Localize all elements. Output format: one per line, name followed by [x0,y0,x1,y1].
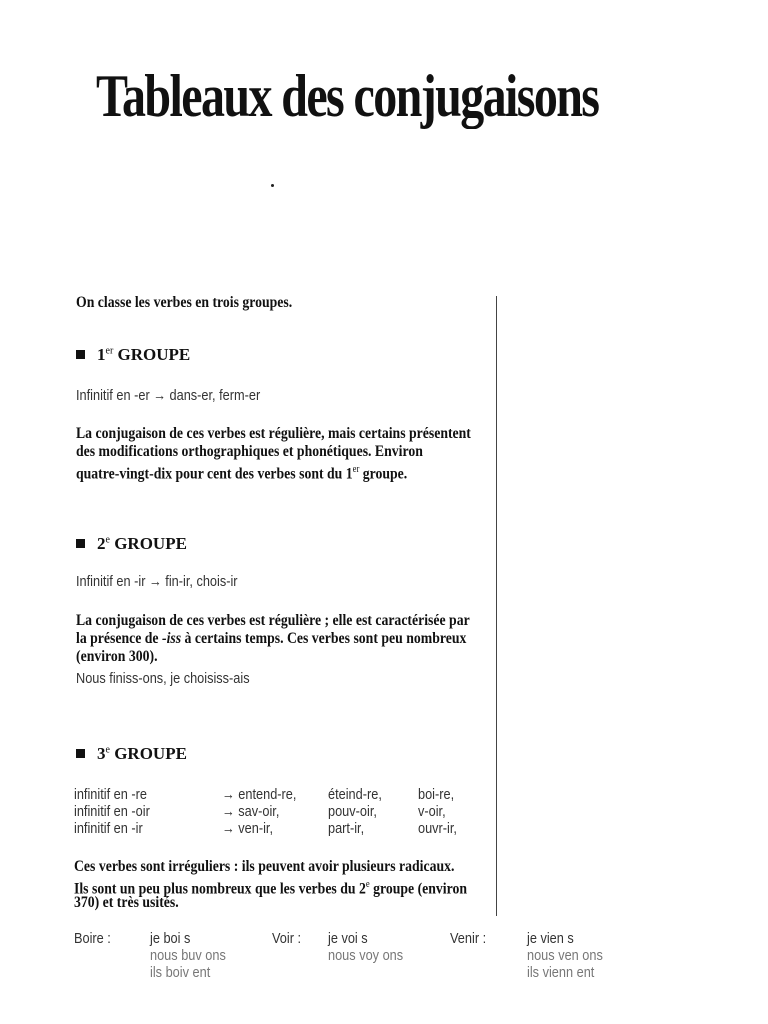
group3-row-3-ex1: → ven-ir, [222,820,274,837]
example-form: nous buv ons [150,947,226,964]
example-verb-voir: Voir : [272,930,302,947]
group3-heading: 3e GROUPE [76,744,187,764]
group2-desc-3: (environ 300). [76,648,158,665]
example-form: ils boiv ent [150,964,211,981]
group1-desc-3: quatre-vingt-dix pour cent des verbes sont du 1er groupe. [76,464,408,483]
example-verb-boire: Boire : [74,930,111,947]
group1-desc-2: des modifications orthographiques et phonétiques. Environ [76,443,423,460]
group3-row-1-ex2: éteind-re, [328,786,382,803]
group3-row-1-ex1: → entend-re, [222,786,297,803]
group3-desc-1: Ces verbes sont irréguliers : ils peuvent avoir plusieurs radicaux. [74,858,455,875]
intro-text: On classe les verbes en trois groupes. [76,294,293,311]
group3-row-2-ex3: v-oir, [418,803,446,820]
square-bullet-icon [76,350,85,359]
example-verb-venir: Venir : [450,930,487,947]
group2-desc-2: la présence de -iss à certains temps. Ces verbes sont peu nombreux [76,630,467,647]
group1-heading: 1er GROUPE [76,345,190,365]
group2-heading: 2e GROUPE [76,534,187,554]
group3-desc-2: Ils sont un peu plus nombreux que les verbes du 2e groupe (environ [74,879,468,898]
group3-row-2-inf: infinitif en -oir [74,803,150,820]
group3-row-2-ex1: → sav-oir, [222,803,280,820]
margin-rule [496,296,497,916]
example-form: nous voy ons [328,947,404,964]
example-form: ils vienn ent [527,964,595,981]
example-form: je voi s [328,930,368,947]
group3-row-3-ex2: part-ir, [328,820,365,837]
stray-dot [271,184,274,187]
group1-desc-1: La conjugaison de ces verbes est régulière, mais certains présentent [76,425,471,442]
group3-row-1-inf: infinitif en -re [74,786,147,803]
group3-row-3-inf: infinitif en -ir [74,820,143,837]
group1-infinitive: Infinitif en -er → dans-er, ferm-er [76,387,261,404]
group3-desc-3: 370) et très usités. [74,894,179,911]
group2-infinitive: Infinitif en -ir → fin-ir, chois-ir [76,573,238,590]
example-form: nous ven ons [527,947,603,964]
group2-desc-1: La conjugaison de ces verbes est régulière ; elle est caractérisée par [76,612,470,629]
group3-row-3-ex3: ouvr-ir, [418,820,457,837]
group2-example: Nous finiss-ons, je choisiss-ais [76,670,250,687]
square-bullet-icon [76,539,85,548]
square-bullet-icon [76,749,85,758]
example-form: je boi s [150,930,191,947]
example-form: je vien s [527,930,574,947]
group3-row-2-ex2: pouv-oir, [328,803,377,820]
group3-row-1-ex3: boi-re, [418,786,455,803]
page-title: Tableaux des conjugaisons [96,63,599,129]
